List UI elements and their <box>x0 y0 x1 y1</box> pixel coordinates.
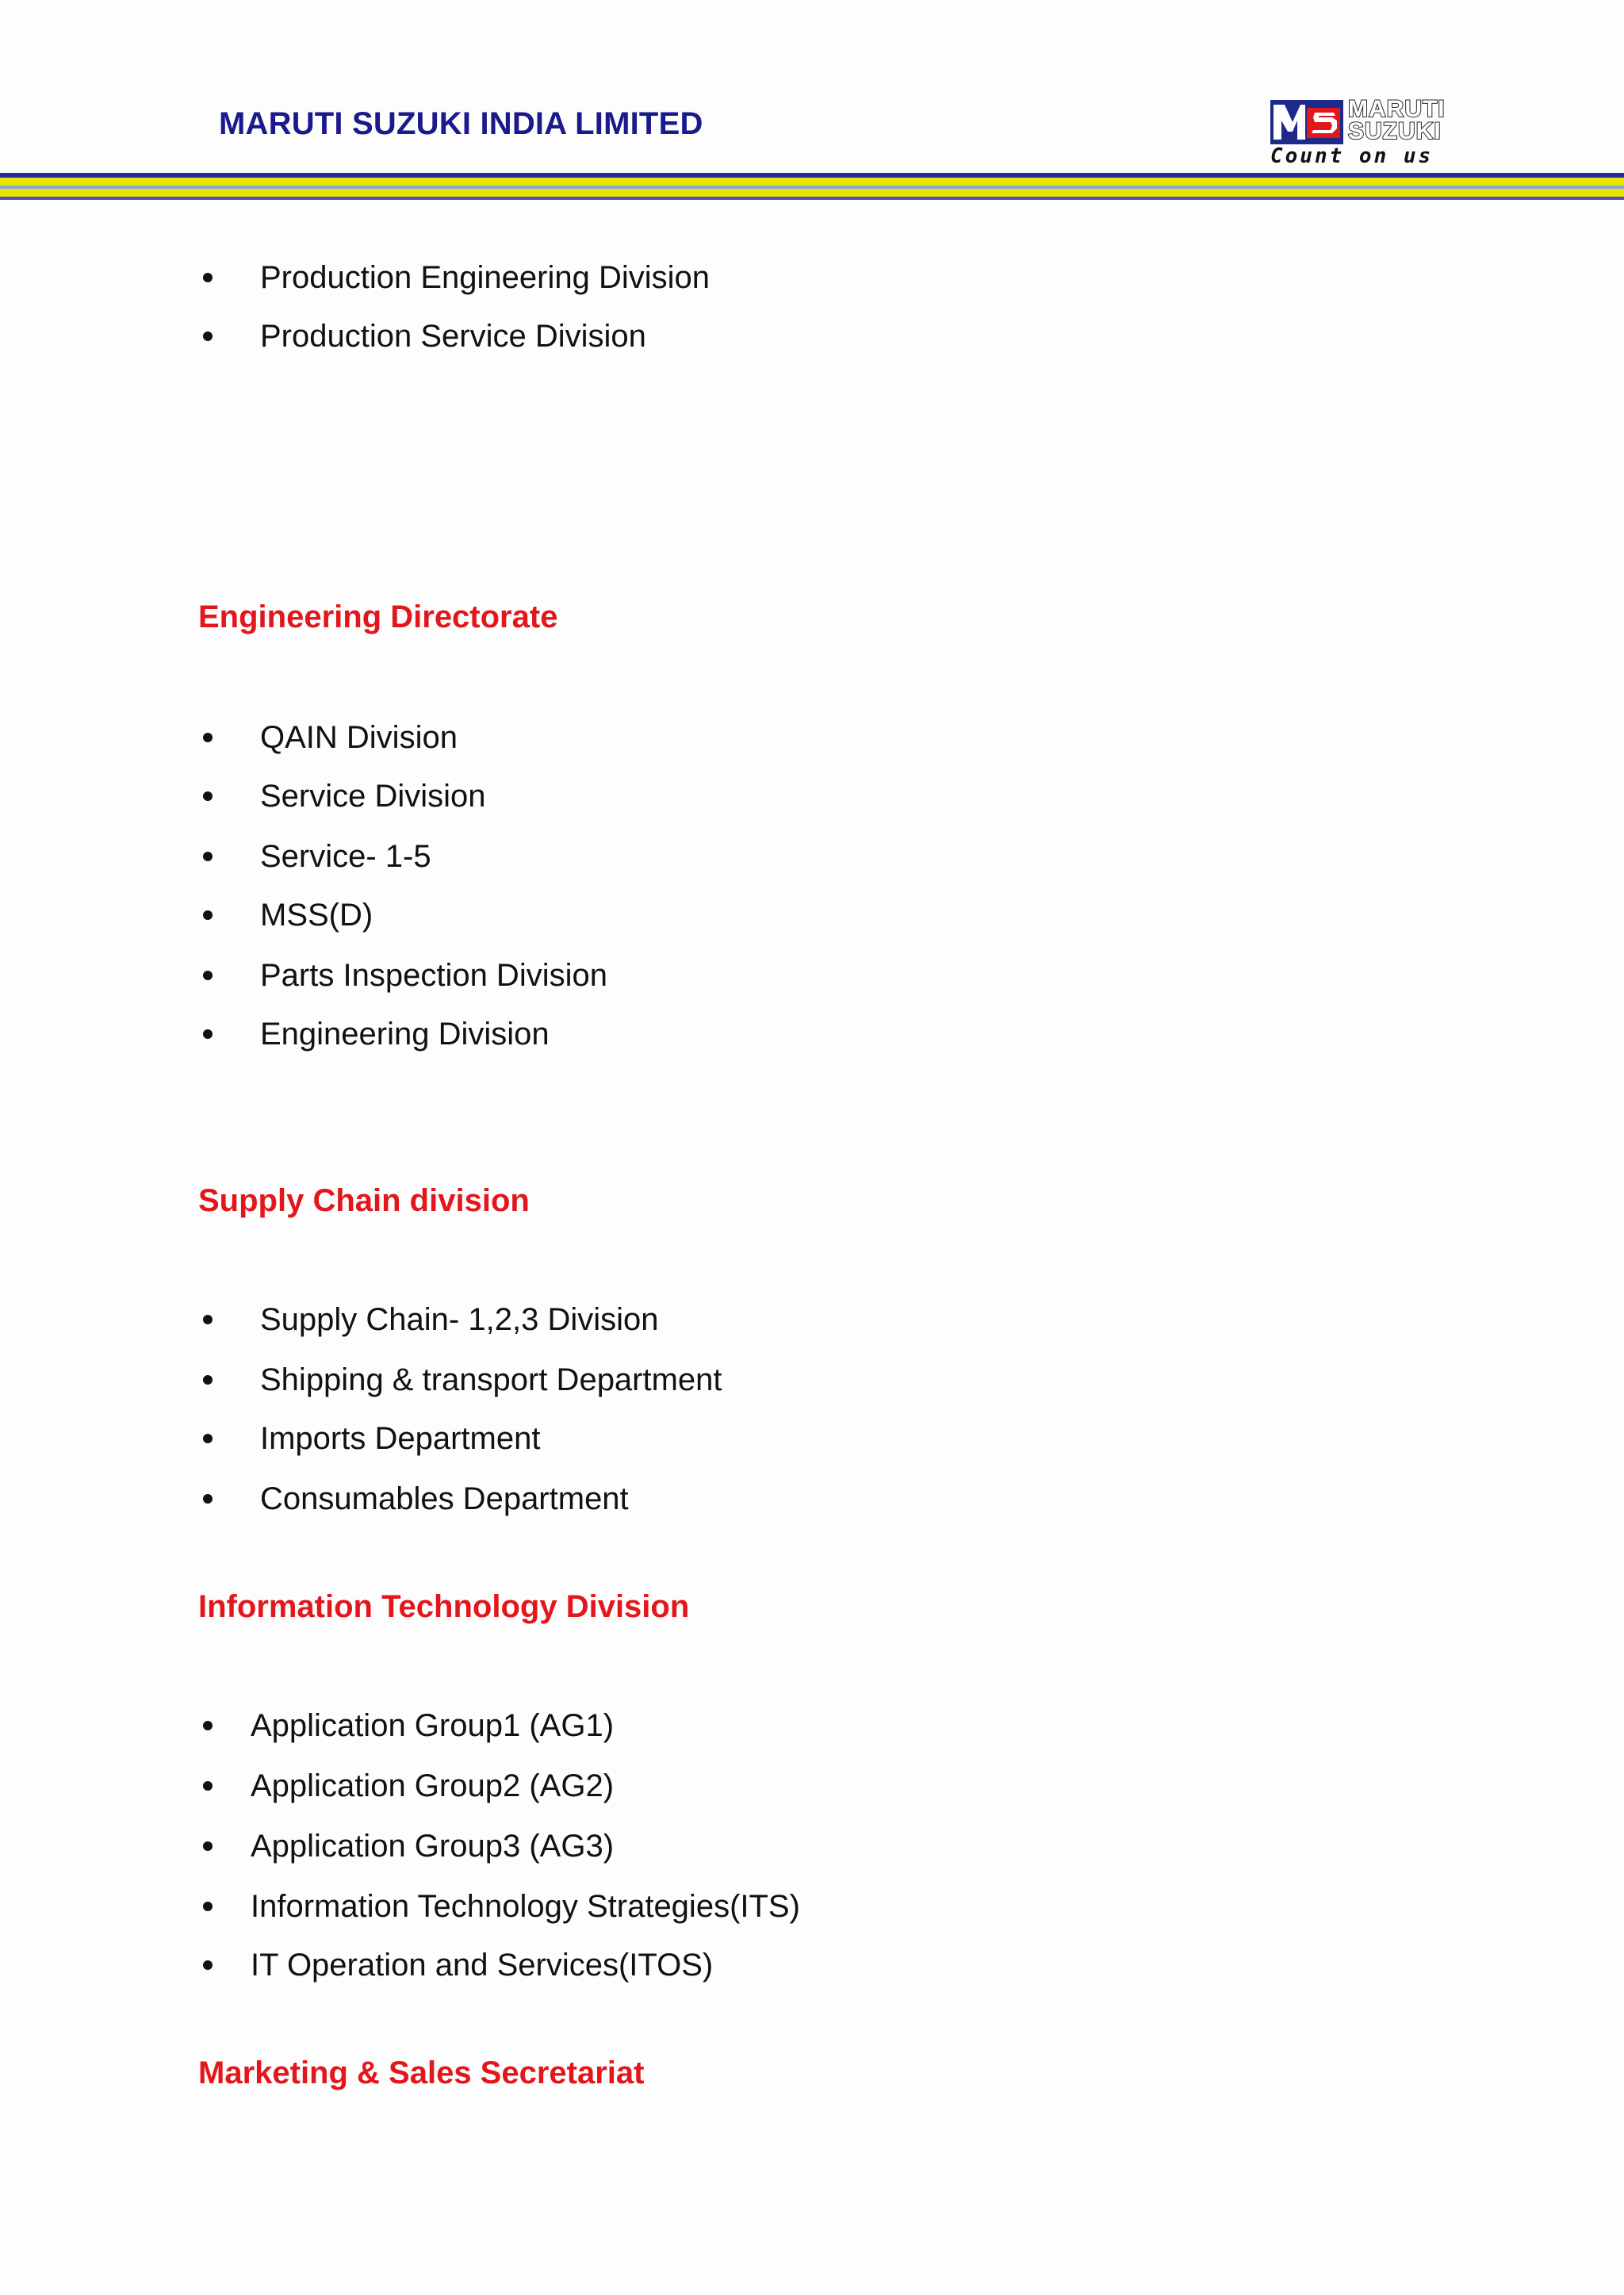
list-item: Supply Chain- 1,2,3 Division <box>260 1302 659 1337</box>
logo-word-maruti: MARUTI <box>1348 96 1446 122</box>
section-heading: Information Technology Division <box>198 1589 690 1624</box>
list-item: Engineering Division <box>260 1017 550 1052</box>
company-logo <box>1269 98 1475 167</box>
logo-word-suzuki: SUZUKI <box>1348 118 1442 144</box>
bullet-icon <box>203 1375 213 1385</box>
bullet-icon <box>203 1902 213 1911</box>
list-item: Information Technology Strategies(ITS) <box>251 1889 800 1924</box>
bullet-icon <box>203 852 213 861</box>
bullet-icon <box>203 1960 213 1970</box>
list-item: Production Service Division <box>260 319 646 354</box>
list-item: MSS(D) <box>260 898 373 933</box>
list-item: IT Operation and Services(ITOS) <box>251 1948 714 1983</box>
bullet-icon <box>203 273 213 282</box>
bullet-icon <box>203 791 213 801</box>
list-item: Consumables Department <box>260 1481 629 1516</box>
bullet-icon <box>203 1494 213 1504</box>
list-item: Service- 1-5 <box>260 839 431 874</box>
list-item: Imports Department <box>260 1421 541 1456</box>
bullet-icon <box>203 1029 213 1039</box>
company-name: MARUTI SUZUKI INDIA LIMITED <box>219 106 703 141</box>
section-heading: Engineering Directorate <box>198 600 558 634</box>
bullet-icon <box>203 331 213 341</box>
bullet-icon <box>203 1434 213 1443</box>
bullet-icon <box>203 1781 213 1791</box>
header-rule <box>0 189 1624 197</box>
section-heading: Marketing & Sales Secretariat <box>198 2056 645 2090</box>
bullet-icon <box>203 1721 213 1730</box>
list-item: Service Division <box>260 779 486 814</box>
list-item: QAIN Division <box>260 720 458 755</box>
list-item: Application Group3 (AG3) <box>251 1829 615 1864</box>
list-item: Production Engineering Division <box>260 260 710 295</box>
header-rule <box>0 178 1624 186</box>
bullet-icon <box>203 733 213 742</box>
bullet-icon <box>203 910 213 920</box>
bullet-icon <box>203 1315 213 1324</box>
list-item: Parts Inspection Division <box>260 958 607 993</box>
header-rule <box>0 197 1624 200</box>
bullet-icon <box>203 971 213 980</box>
maruti-suzuki-logo-icon <box>1270 100 1343 144</box>
logo-tagline: Count on us <box>1270 144 1434 168</box>
list-item: Shipping & transport Department <box>260 1362 722 1397</box>
list-item: Application Group1 (AG1) <box>251 1708 615 1743</box>
bullet-icon <box>203 1841 213 1851</box>
list-item: Application Group2 (AG2) <box>251 1768 615 1803</box>
section-heading: Supply Chain division <box>198 1183 530 1218</box>
